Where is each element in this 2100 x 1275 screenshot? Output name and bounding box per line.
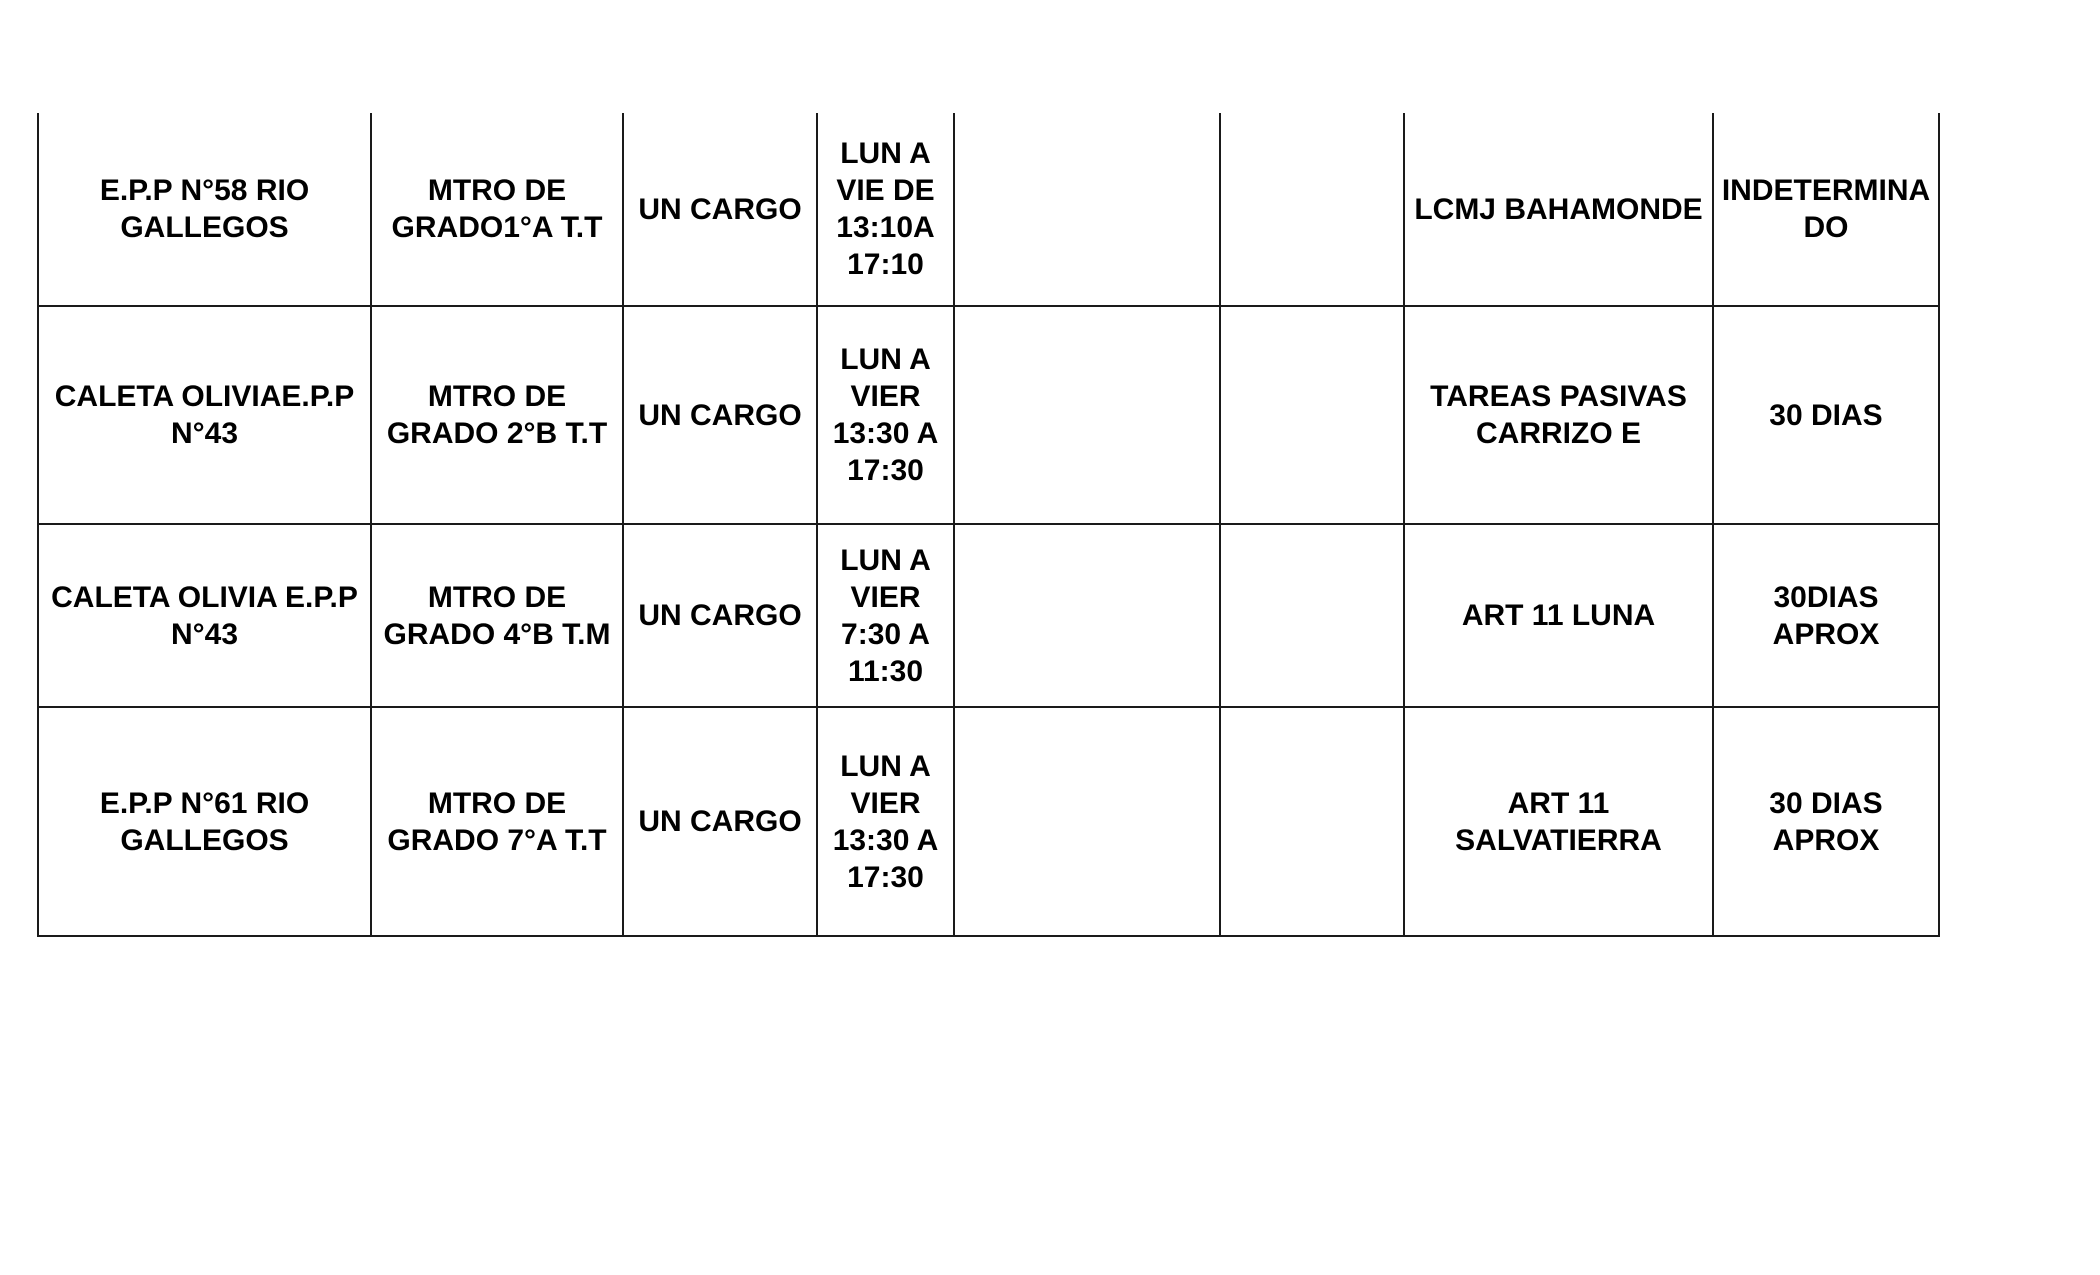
reason-cell: ART 11 LUNA bbox=[1404, 524, 1713, 707]
position-cell: MTRO DE GRADO 7°A T.T bbox=[371, 707, 623, 936]
charge-cell: UN CARGO bbox=[623, 306, 817, 524]
empty-cell bbox=[954, 306, 1220, 524]
empty-cell bbox=[1220, 306, 1404, 524]
empty-cell bbox=[954, 707, 1220, 936]
position-cell: MTRO DE GRADO 2°B T.T bbox=[371, 306, 623, 524]
duration-cell: INDETERMINA DO bbox=[1713, 113, 1939, 306]
reason-cell: LCMJ BAHAMONDE bbox=[1404, 113, 1713, 306]
position-cell: MTRO DE GRADO 4°B T.M bbox=[371, 524, 623, 707]
schedule-cell: LUN A VIER 7:30 A 11:30 bbox=[817, 524, 954, 707]
schedule-cell: LUN A VIER 13:30 A 17:30 bbox=[817, 306, 954, 524]
charge-cell: UN CARGO bbox=[623, 524, 817, 707]
position-cell: MTRO DE GRADO1°A T.T bbox=[371, 113, 623, 306]
table-row bbox=[38, 306, 1939, 524]
school-cell: E.P.P N°58 RIO GALLEGOS bbox=[38, 113, 371, 306]
duration-cell: 30DIAS APROX bbox=[1713, 524, 1939, 707]
empty-cell bbox=[1220, 524, 1404, 707]
table-row bbox=[38, 524, 1939, 707]
schedule-cell: LUN A VIE DE 13:10A 17:10 bbox=[817, 113, 954, 306]
table-row bbox=[38, 113, 1939, 306]
empty-cell bbox=[1220, 113, 1404, 306]
school-cell: CALETA OLIVIAE.P.P N°43 bbox=[38, 306, 371, 524]
charge-cell: UN CARGO bbox=[623, 113, 817, 306]
table-row bbox=[38, 707, 1939, 936]
reason-cell: TAREAS PASIVAS CARRIZO E bbox=[1404, 306, 1713, 524]
empty-cell bbox=[954, 524, 1220, 707]
schedule-cell: LUN A VIER 13:30 A 17:30 bbox=[817, 707, 954, 936]
reason-cell: ART 11 SALVATIERRA bbox=[1404, 707, 1713, 936]
charge-cell: UN CARGO bbox=[623, 707, 817, 936]
empty-cell bbox=[954, 113, 1220, 306]
duration-cell: 30 DIAS APROX bbox=[1713, 707, 1939, 936]
school-cell: CALETA OLIVIA E.P.P N°43 bbox=[38, 524, 371, 707]
empty-cell bbox=[1220, 707, 1404, 936]
duration-cell: 30 DIAS bbox=[1713, 306, 1939, 524]
school-cell: E.P.P N°61 RIO GALLEGOS bbox=[38, 707, 371, 936]
vacancy-table bbox=[37, 113, 1940, 937]
